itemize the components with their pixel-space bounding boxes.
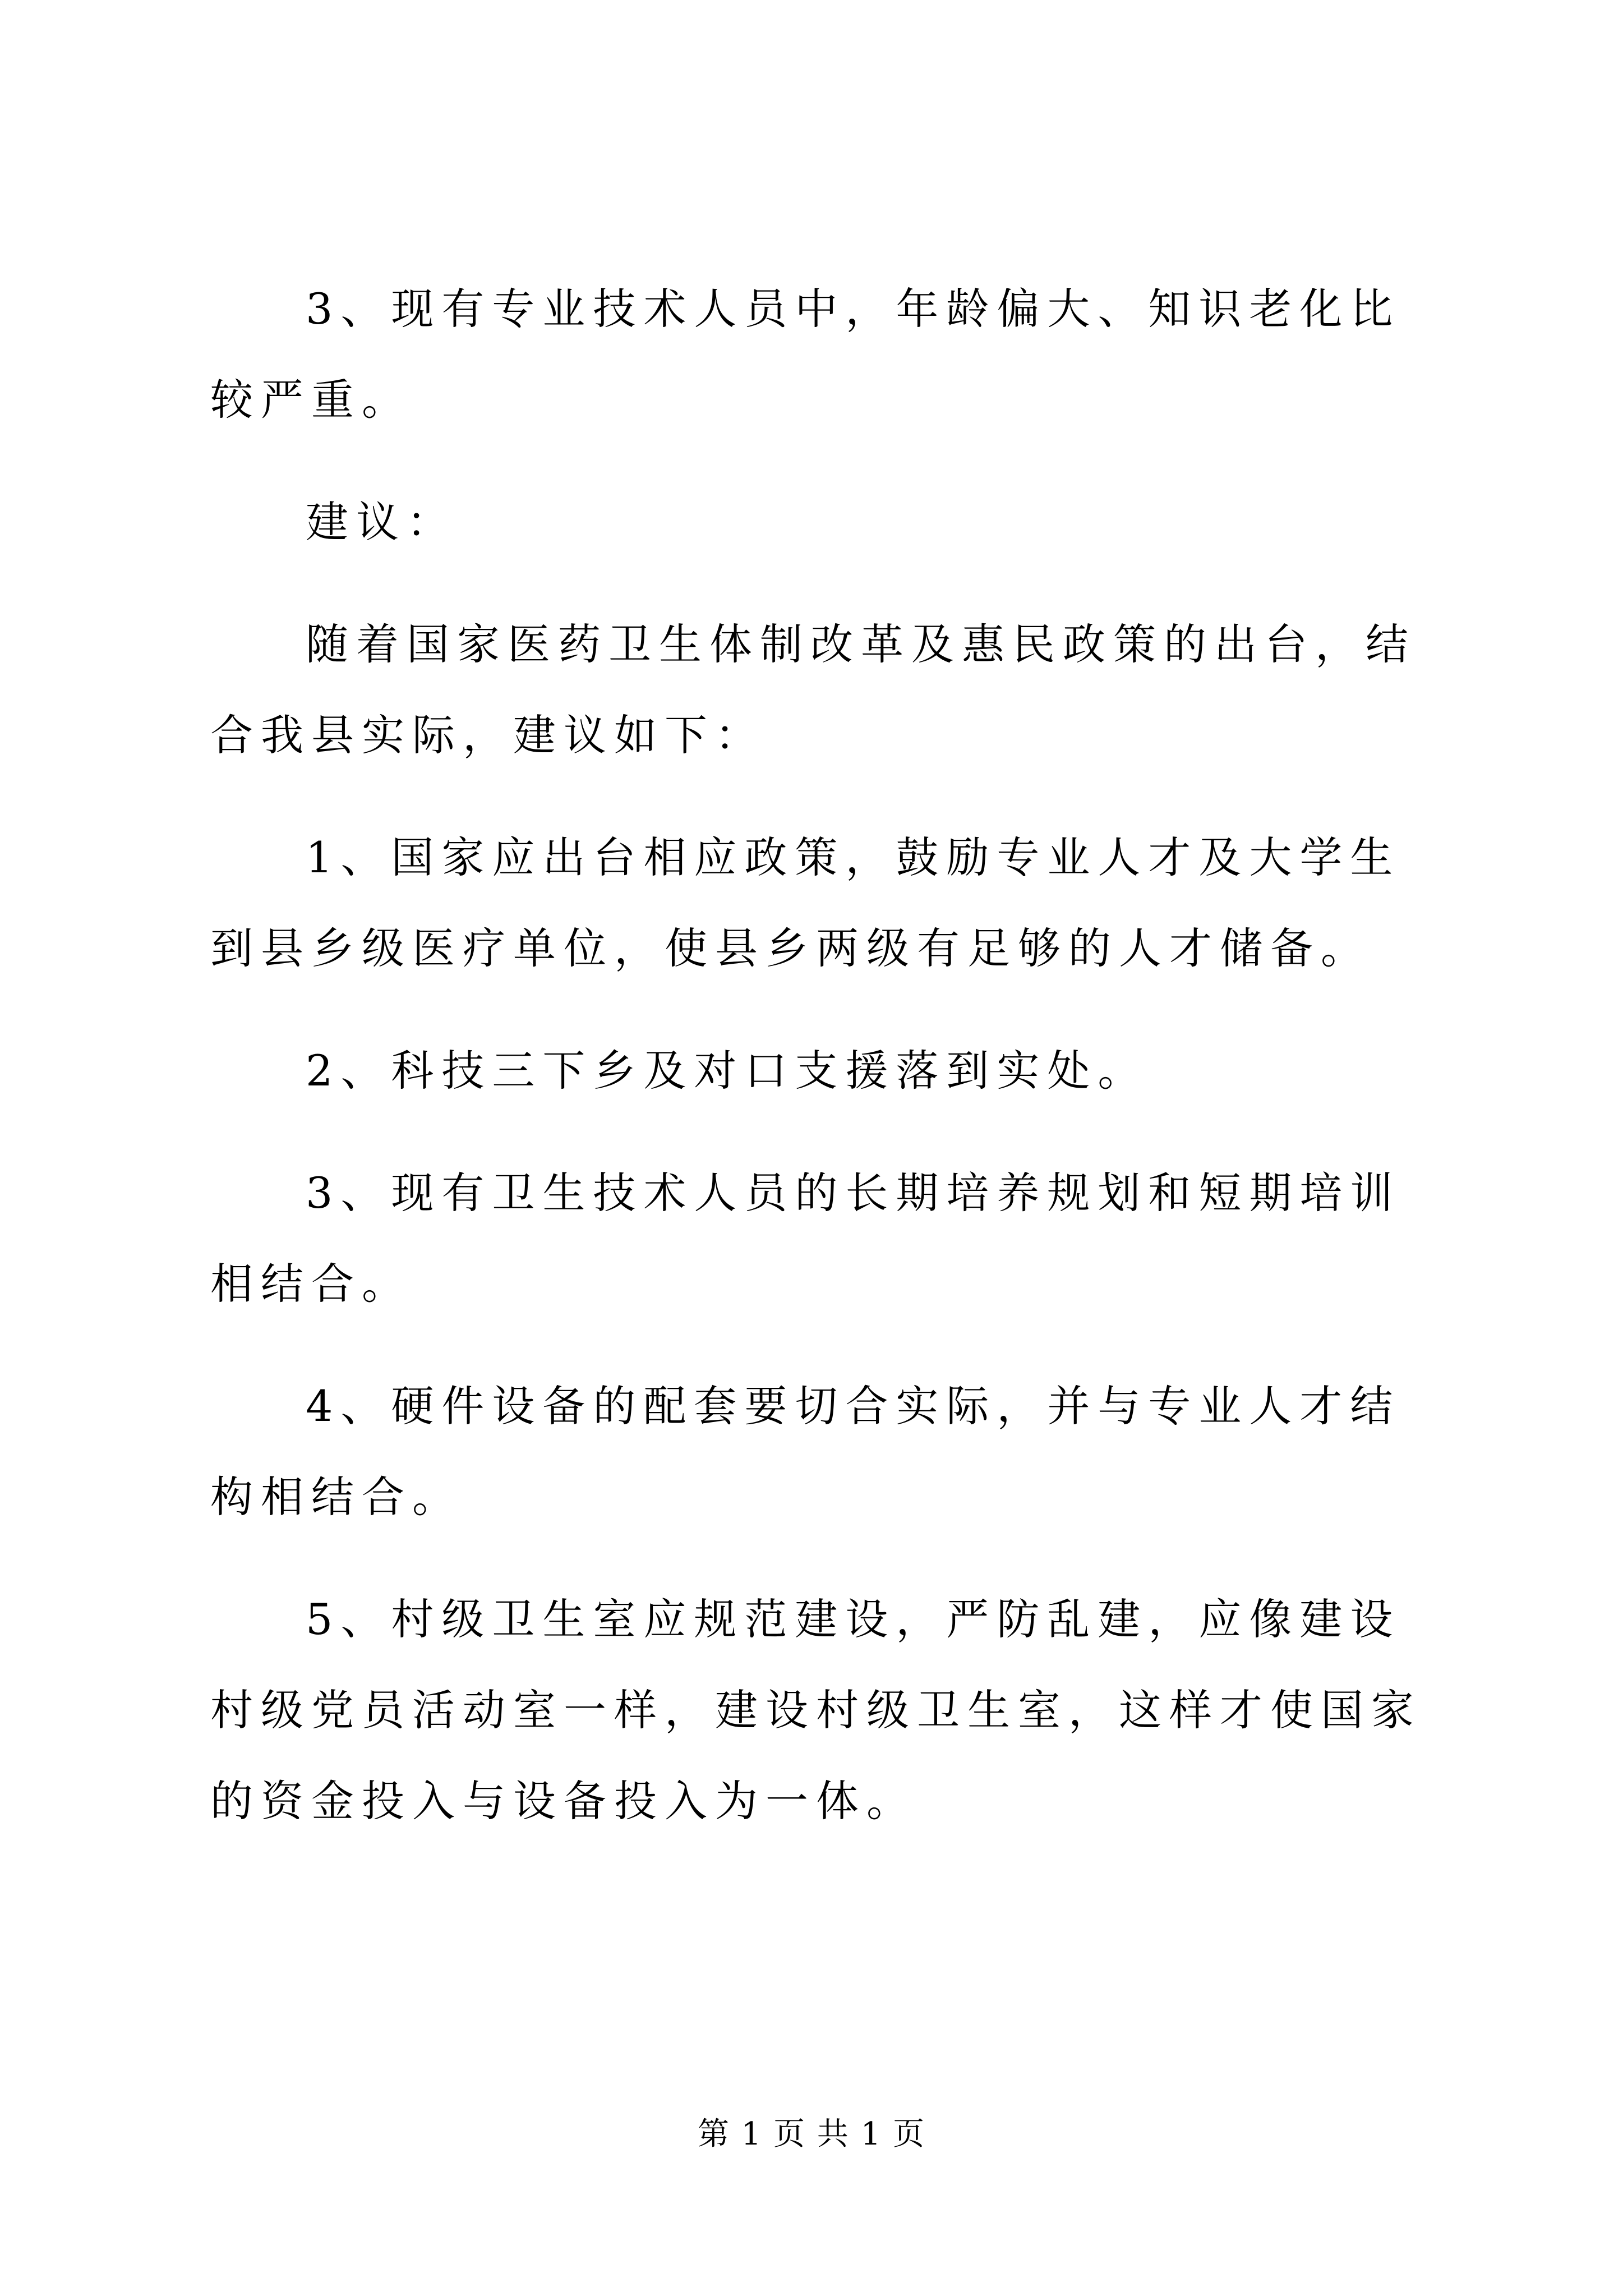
paragraph-suggestion-intro: 随着国家医药卫生体制改革及惠民政策的出台，结合我县实际，建议如下： bbox=[210, 619, 1416, 760]
paragraph-suggestion-4: 4、硬件设备的配套要切合实际，并与专业人才结构相结合。 bbox=[210, 1381, 1401, 1522]
document-body bbox=[210, 264, 1422, 1878]
paragraph-suggestion-heading: 建议： bbox=[306, 497, 457, 547]
paragraph-suggestion-1: 1、国家应出台相应政策，鼓励专业人才及大学生到县乡级医疗单位，使县乡两级有足够的人才储备。 bbox=[210, 832, 1401, 973]
paragraph-suggestion-5: 5、村级卫生室应规范建设，严防乱建，应像建设村级党员活动室一样，建设村级卫生室，这样才使国家的资金投入与设备投入为一体。 bbox=[210, 1594, 1422, 1826]
paragraph-issue-3: 3、现有专业技术人员中，年龄偏大、知识老化比较严重。 bbox=[210, 284, 1401, 425]
paragraph-suggestion-3: 3、现有卫生技术人员的长期培养规划和短期培训相结合。 bbox=[210, 1168, 1401, 1309]
page-number-label: 第 1 页 共 1 页 bbox=[697, 2116, 926, 2152]
paragraph-suggestion-2: 2、科技三下乡及对口支援落到实处。 bbox=[306, 1046, 1149, 1096]
page-footer bbox=[0, 2115, 1623, 2154]
